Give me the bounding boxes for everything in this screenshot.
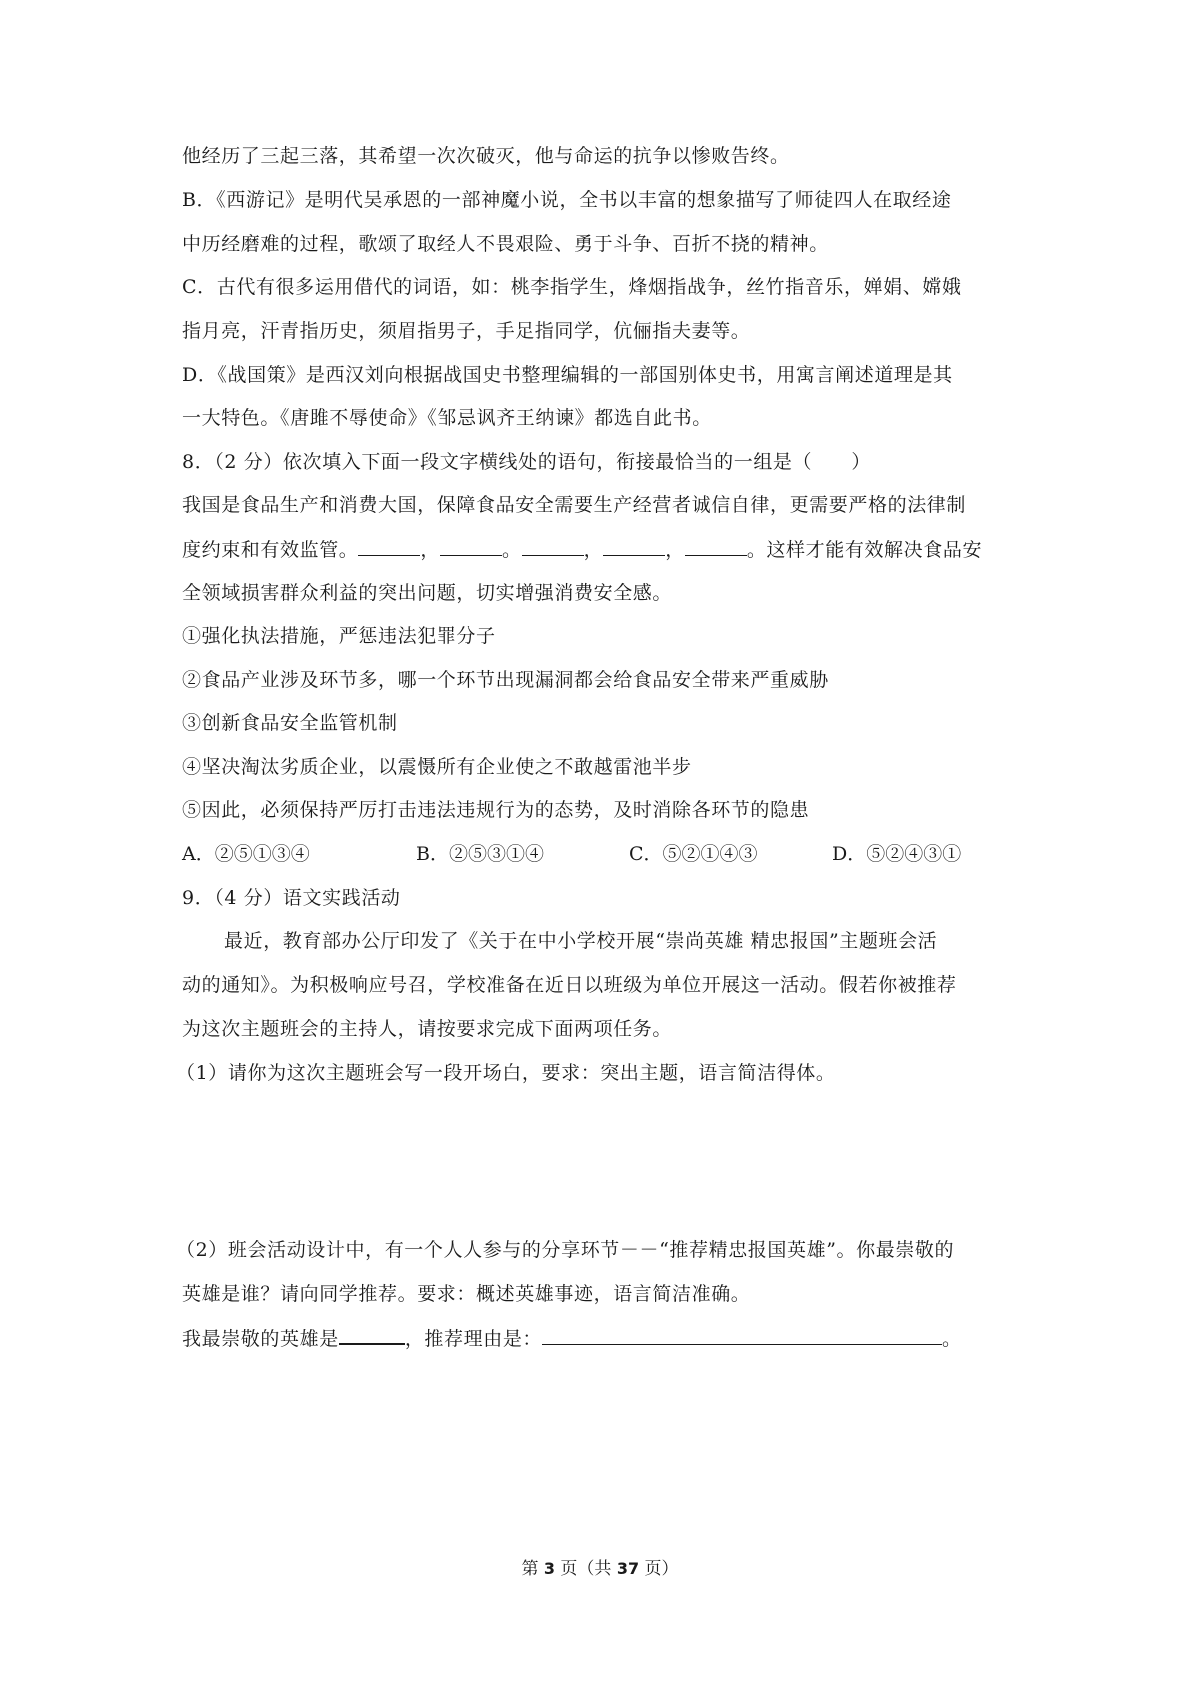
q9-passage-line: 动的通知》。为积极响应号召，学校准备在近日以班级为单位开展这一活动。假若你被推荐 (182, 974, 957, 996)
hero-answer-line (182, 1325, 1032, 1351)
total-pages: 37 (616, 1559, 640, 1578)
passage-text: 。这样才能有效解决食品安 (746, 539, 983, 561)
option-b-statement: B．《西游记》是明代吴承恩的一部神魔小说，全书以丰富的想象描写了师徒四人在取经途 (182, 189, 952, 211)
sentence-2: ②食品产业涉及环节多，哪一个环节出现漏洞都会给食品安全带来严重威胁 (182, 669, 829, 691)
fill-blank[interactable] (603, 537, 665, 556)
sentence-5: ⑤因此，必须保持严厉打击违法违规行为的态势，及时消除各环节的隐患 (182, 799, 810, 821)
sentence-3: ③创新食品安全监管机制 (182, 712, 398, 734)
answer-option-a[interactable]: A．②⑤①③④ (182, 843, 310, 865)
punct: ， (420, 539, 441, 561)
answer-option-c[interactable]: C．⑤②①④③ (629, 843, 758, 865)
hero-name-blank[interactable] (339, 1325, 405, 1345)
answer-prompt: 我最崇敬的英雄是 (182, 1328, 339, 1350)
option-c-statement: C．古代有很多运用借代的词语，如：桃李指学生，烽烟指战争，丝竹指音乐，婵娟、嫦娥 (182, 276, 962, 298)
punct: 。 (502, 539, 522, 561)
fill-blank[interactable] (685, 537, 747, 556)
current-page-number: 3 (543, 1559, 556, 1578)
text-line: 英雄是谁？请向同学推荐。要求：概述英雄事迹，语言简洁准确。 (182, 1283, 751, 1305)
text-line: 指月亮，汗青指历史，须眉指男子，手足指同学，伉俪指夫妻等。 (182, 320, 751, 342)
q9-task-2: （2）班会活动设计中，有一个人人参与的分享环节－－“推荐精忠报国英雄”。你最崇敬的 (176, 1239, 955, 1261)
page-footer: 第 3 页（共 37 页） (521, 1559, 679, 1579)
punct: 。 (942, 1328, 962, 1350)
answer-prompt: ，推荐理由是： (404, 1328, 543, 1350)
passage-line-with-blanks (182, 537, 1032, 562)
sentence-4: ④坚决淘汰劣质企业，以震慑所有企业使之不敢越雷池半步 (182, 756, 692, 778)
q9-task-1: （1）请你为这次主题班会写一段开场白，要求：突出主题，语言简洁得体。 (176, 1062, 836, 1084)
punct: ， (665, 539, 685, 561)
text-line: 中历经磨难的过程，歌颂了取经人不畏艰险、勇于斗争、百折不挠的精神。 (182, 233, 829, 255)
reason-blank[interactable] (542, 1326, 942, 1345)
question-9-title: 9．（4 分）语文实践活动 (182, 887, 401, 909)
answer-option-b[interactable]: B．②⑤③①④ (416, 843, 544, 865)
question-8-title: 8．（2 分）依次填入下面一段文字横线处的语句，衔接最恰当的一组是（ ） (182, 451, 871, 473)
q9-passage-line: 为这次主题班会的主持人，请按要求完成下面两项任务。 (182, 1018, 673, 1040)
passage-text: 度约束和有效监管。 (182, 539, 359, 561)
option-d-statement: D．《战国策》是西汉刘向根据战国史书整理编辑的一部国别体史书，用寓言阐述道理是其 (182, 364, 953, 386)
answer-option-d[interactable]: D．⑤②④③① (832, 843, 962, 865)
punct: ， (583, 539, 604, 561)
text-line: 他经历了三起三落，其希望一次次破灭，他与命运的抗争以惨败告终。 (182, 145, 790, 167)
fill-blank[interactable] (522, 537, 584, 556)
passage-line: 我国是食品生产和消费大国，保障食品安全需要生产经营者诚信自律，更需要严格的法律制 (182, 494, 967, 516)
fill-blank[interactable] (358, 537, 420, 556)
passage-line: 全领域损害群众利益的突出问题，切实增强消费安全感。 (182, 582, 673, 604)
q9-passage-line: 最近，教育部办公厅印发了《关于在中小学校开展“崇尚英雄 精忠报国”主题班会活 (224, 930, 938, 952)
sentence-1: ①强化执法措施，严惩违法犯罪分子 (182, 625, 496, 647)
fill-blank[interactable] (440, 537, 502, 556)
text-line: 一大特色。《唐雎不辱使命》《邹忌讽齐王纳谏》都选自此书。 (182, 407, 712, 429)
